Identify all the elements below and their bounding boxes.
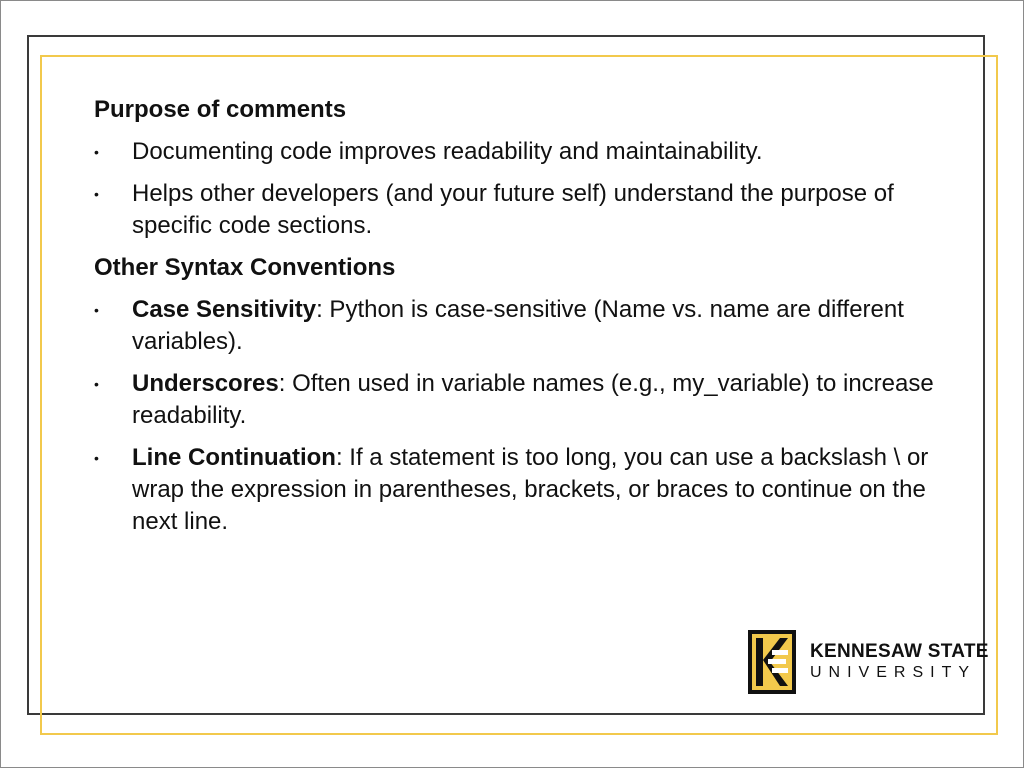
bullet-text: : If a statement is too long, you can use a backslash \ or wrap the expression in parentheses, brackets, or braces to continue on the next line. — [132, 444, 929, 535]
bullet-text: : Python is case-sensitive (Name vs. name are different variables). — [132, 296, 904, 355]
bullet-list-conventions — [94, 294, 944, 538]
bullet-list-comments — [94, 136, 944, 242]
list-item — [94, 368, 944, 432]
kennesaw-state-logo — [746, 627, 989, 697]
bullet-text: : Often used in variable names (e.g., my_variable) to increase readability. — [132, 370, 934, 429]
section-heading-other-syntax-conventions: Other Syntax Conventions — [94, 254, 396, 281]
bullet-icon: • — [94, 302, 99, 318]
slide-content — [94, 94, 944, 548]
logo-line-2: UNIVERSITY — [810, 664, 977, 681]
bullet-icon: • — [94, 376, 99, 392]
bullet-term: Line Continuation — [132, 444, 336, 471]
list-item — [94, 136, 944, 168]
bullet-term: Underscores — [132, 370, 279, 397]
bullet-text: Documenting code improves readability and maintainability. — [132, 138, 763, 165]
list-item — [94, 442, 944, 538]
logo-wordmark — [810, 641, 989, 683]
bullet-icon: • — [94, 450, 99, 466]
list-item — [94, 178, 944, 242]
bullet-text: Helps other developers (and your future self) understand the purpose of specific code sections. — [132, 180, 894, 239]
ksu-monogram-icon — [746, 628, 798, 696]
bullet-icon: • — [94, 144, 99, 160]
bullet-icon: • — [94, 186, 99, 202]
bullet-term: Case Sensitivity — [132, 296, 317, 323]
logo-line-1: KENNESAW STATE — [810, 641, 989, 662]
list-item — [94, 294, 944, 358]
section-heading-purpose-of-comments: Purpose of comments — [94, 96, 347, 123]
